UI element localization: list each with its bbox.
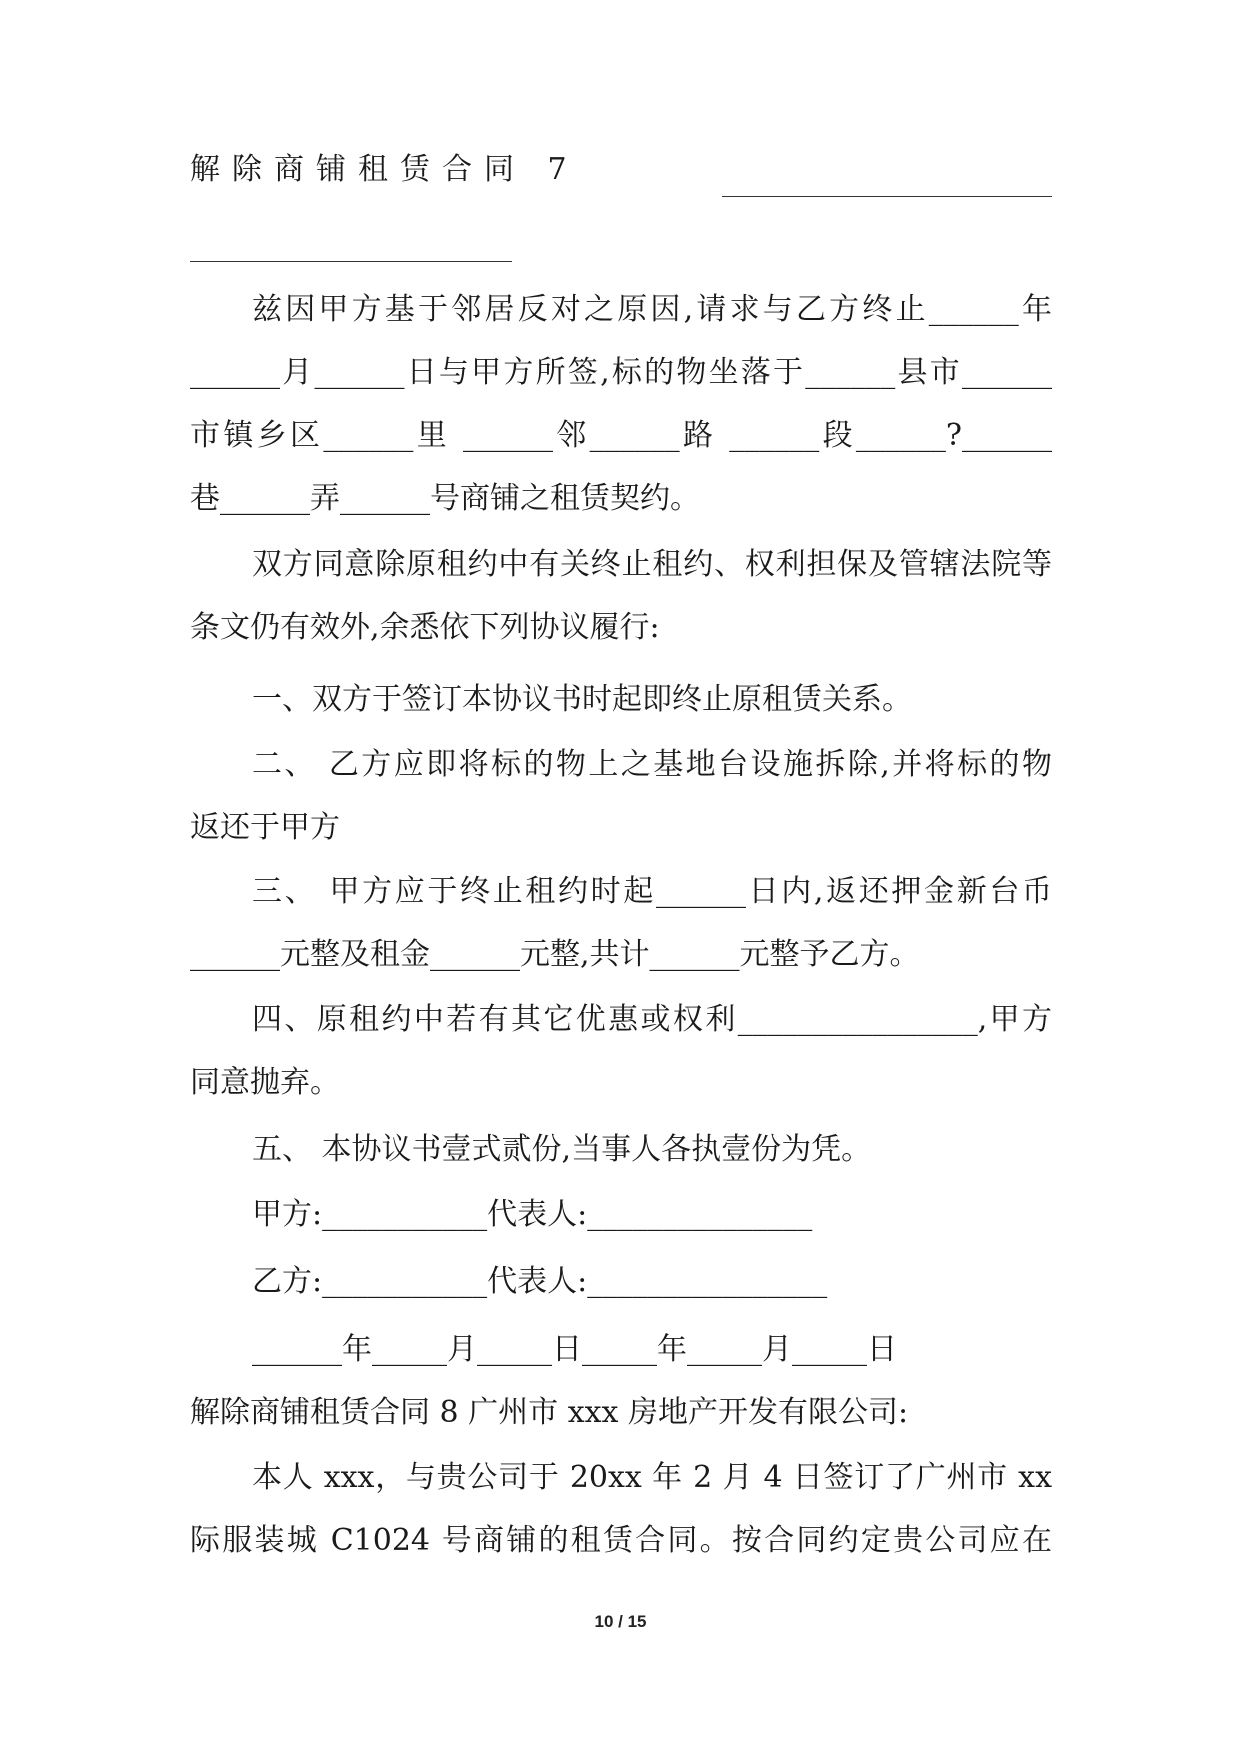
title-blank-line-2 bbox=[190, 261, 512, 262]
clause-line: 五、 本协议书壹式贰份,当事人各执壹份为凭。 bbox=[252, 1132, 872, 1167]
clause-line: 三、 甲方应于终止租约时起______日内,返还押金新台币 bbox=[252, 874, 1052, 909]
paragraph-line: 双方同意除原租约中有关终止租约、权利担保及管辖法院等 bbox=[252, 547, 1052, 582]
paragraph-line: 际服装城 C1024 号商铺的租赁合同。按合同约定贵公司应在 bbox=[190, 1523, 1052, 1558]
paragraph-line: ______月______日与甲方所签,标的物坐落于______县市______ bbox=[190, 355, 1052, 390]
next-contract-heading: 解除商铺租赁合同 8 广州市 xxx 房地产开发有限公司: bbox=[190, 1395, 909, 1430]
party-b-signature-line: 乙方:___________代表人:________________ bbox=[252, 1264, 828, 1299]
clause-line: 返还于甲方 bbox=[190, 810, 340, 845]
paragraph-line: 条文仍有效外,余悉依下列协议履行: bbox=[190, 610, 660, 645]
party-a-signature-line: 甲方:___________代表人:_______________ bbox=[252, 1197, 813, 1232]
clause-line: 四、原租约中若有其它优惠或权利________________,甲方 bbox=[252, 1002, 1052, 1037]
page-number: 10 / 15 bbox=[594, 1612, 647, 1631]
clause-line: 二、 乙方应即将标的物上之基地台设施拆除,并将标的物 bbox=[252, 747, 1052, 782]
paragraph-line: 巷______弄______号商铺之租赁契约。 bbox=[190, 481, 700, 516]
paragraph-line: 兹因甲方基于邻居反对之原因,请求与乙方终止______年 bbox=[252, 292, 1052, 327]
clause-line: 同意抛弃。 bbox=[190, 1065, 340, 1100]
title-blank-line-1 bbox=[722, 196, 1052, 197]
paragraph-line: 市镇乡区______里 ______邻______路 ______段______?______ bbox=[190, 418, 1052, 453]
date-line: ______年_____月_____日_____年_____月_____日 bbox=[252, 1332, 897, 1367]
paragraph-line: 本人 xxx，与贵公司于 20xx 年 2 月 4 日签订了广州市 xx bbox=[252, 1460, 1052, 1495]
contract-title: 解除商铺租赁合同 7 bbox=[190, 152, 579, 187]
clause-line: ______元整及租金______元整,共计______元整予乙方。 bbox=[190, 937, 920, 972]
clause-line: 一、双方于签订本协议书时起即终止原租赁关系。 bbox=[252, 682, 912, 717]
